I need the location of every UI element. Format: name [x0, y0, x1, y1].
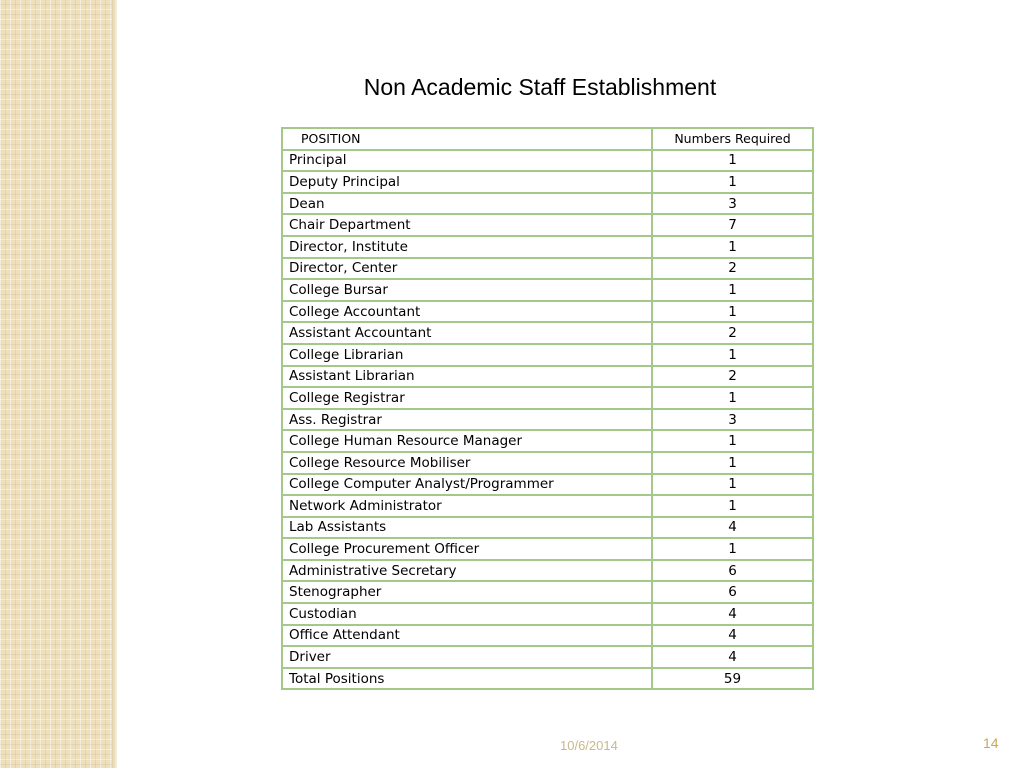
table-row — [282, 668, 813, 690]
table-row — [282, 474, 813, 496]
position-cell: College Computer Analyst/Programmer — [282, 474, 652, 496]
number-cell: 1 — [652, 236, 813, 258]
number-cell: 1 — [652, 495, 813, 517]
table-row — [282, 430, 813, 452]
number-cell: 1 — [652, 430, 813, 452]
position-cell: Administrative Secretary — [282, 560, 652, 582]
position-cell: Assistant Accountant — [282, 322, 652, 344]
position-cell: Dean — [282, 193, 652, 215]
position-cell: College Resource Mobiliser — [282, 452, 652, 474]
position-cell: Principal — [282, 150, 652, 172]
position-cell: Lab Assistants — [282, 517, 652, 539]
table-row — [282, 366, 813, 388]
position-cell: Director, Institute — [282, 236, 652, 258]
table-row — [282, 301, 813, 323]
side-band-edge — [112, 0, 117, 768]
position-cell: Deputy Principal — [282, 171, 652, 193]
position-cell: Ass. Registrar — [282, 409, 652, 431]
table-row — [282, 279, 813, 301]
column-header-numbers-required: Numbers Required — [652, 128, 813, 150]
position-cell: Total Positions — [282, 668, 652, 690]
decorative-side-band — [0, 0, 112, 768]
number-cell: 1 — [652, 387, 813, 409]
position-cell: Director, Center — [282, 258, 652, 280]
table-row — [282, 452, 813, 474]
position-cell: College Registrar — [282, 387, 652, 409]
number-cell: 1 — [652, 301, 813, 323]
column-header-position: POSITION — [282, 128, 652, 150]
number-cell: 2 — [652, 366, 813, 388]
number-cell: 7 — [652, 214, 813, 236]
table-body — [282, 150, 813, 690]
position-cell: Driver — [282, 646, 652, 668]
position-cell: Office Attendant — [282, 625, 652, 647]
table-row — [282, 150, 813, 172]
table-header-row — [282, 128, 813, 150]
table-row — [282, 236, 813, 258]
table-row — [282, 538, 813, 560]
number-cell: 4 — [652, 646, 813, 668]
number-cell: 4 — [652, 517, 813, 539]
table-row — [282, 603, 813, 625]
number-cell: 1 — [652, 150, 813, 172]
table-row — [282, 193, 813, 215]
position-cell: Assistant Librarian — [282, 366, 652, 388]
number-cell: 1 — [652, 344, 813, 366]
position-cell: College Bursar — [282, 279, 652, 301]
table-row — [282, 214, 813, 236]
position-cell: Custodian — [282, 603, 652, 625]
number-cell: 2 — [652, 258, 813, 280]
table-row — [282, 387, 813, 409]
position-cell: Chair Department — [282, 214, 652, 236]
number-cell: 4 — [652, 625, 813, 647]
number-cell: 1 — [652, 171, 813, 193]
table-row — [282, 495, 813, 517]
table-row — [282, 581, 813, 603]
position-cell: College Accountant — [282, 301, 652, 323]
position-cell: Network Administrator — [282, 495, 652, 517]
table-row — [282, 171, 813, 193]
position-cell: College Human Resource Manager — [282, 430, 652, 452]
number-cell: 3 — [652, 409, 813, 431]
table-row — [282, 646, 813, 668]
number-cell: 1 — [652, 474, 813, 496]
footer-date: 10/6/2014 — [560, 738, 618, 753]
position-cell: Stenographer — [282, 581, 652, 603]
table-row — [282, 409, 813, 431]
number-cell: 4 — [652, 603, 813, 625]
table-row — [282, 625, 813, 647]
number-cell: 6 — [652, 581, 813, 603]
staff-table — [281, 127, 814, 690]
table-row — [282, 322, 813, 344]
position-cell: College Librarian — [282, 344, 652, 366]
number-cell: 6 — [652, 560, 813, 582]
number-cell: 1 — [652, 452, 813, 474]
number-cell: 1 — [652, 279, 813, 301]
table-row — [282, 560, 813, 582]
position-cell: College Procurement Officer — [282, 538, 652, 560]
slide-title: Non Academic Staff Establishment — [363, 74, 717, 100]
table-row — [282, 344, 813, 366]
page-number: 14 — [983, 735, 999, 751]
number-cell: 3 — [652, 193, 813, 215]
number-cell: 1 — [652, 538, 813, 560]
number-cell: 2 — [652, 322, 813, 344]
number-cell: 59 — [652, 668, 813, 690]
table-row — [282, 517, 813, 539]
table-row — [282, 258, 813, 280]
